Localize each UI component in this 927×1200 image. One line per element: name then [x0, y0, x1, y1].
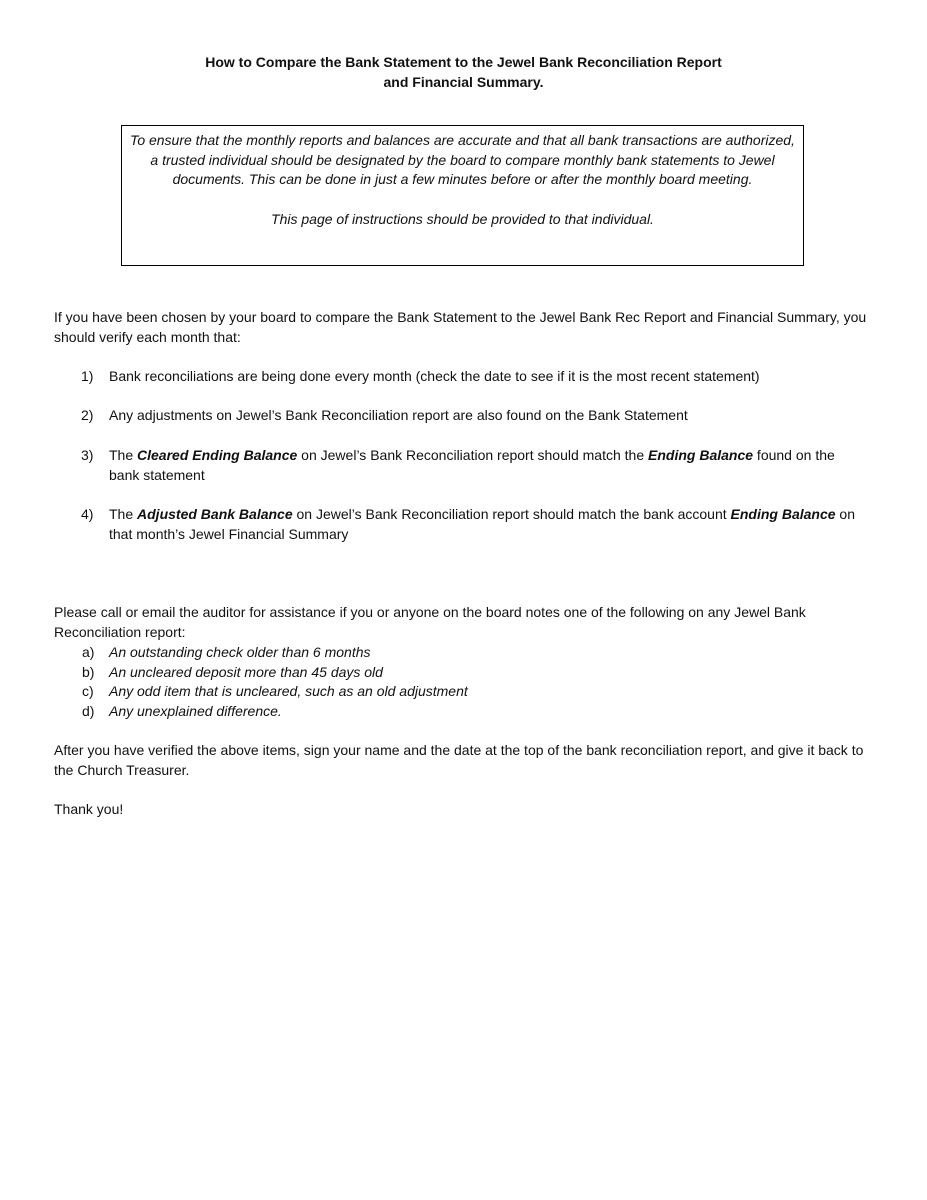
after-verify-paragraph: After you have verified the above items, sign your name and the date at the top of the bank reconciliation report, and give it back to the Church Treasurer. — [54, 742, 864, 778]
document-title-line-2: and Financial Summary. — [383, 74, 544, 90]
warning-text: Any unexplained difference. — [109, 703, 282, 720]
warning-marker: c) — [82, 683, 94, 700]
emphasized-text: Ending Balance — [730, 506, 836, 522]
notice-box — [121, 125, 804, 266]
checklist-marker: 3) — [81, 447, 94, 463]
checklist-marker: 4) — [81, 506, 94, 522]
notice-paragraph: To ensure that the monthly reports and balances are accurate and that all bank transactions are authorized, a trusted individual should be designated by the board to compare monthly bank statements to Jewel documents. This can be done in just a few minutes before or after the monthly board meeting. — [130, 132, 795, 188]
warning-marker: a) — [82, 644, 95, 660]
emphasized-text: Cleared Ending Balance — [137, 447, 298, 463]
text-run: The — [109, 506, 138, 522]
warning-text: Any odd item that is uncleared, such as an old adjustment — [109, 683, 468, 700]
text-run: on Jewel’s Bank Reconciliation report are also found on the — [212, 407, 589, 423]
emphasized-text: Bank Statement — [588, 407, 688, 423]
checklist-marker: 2) — [81, 407, 94, 423]
text-run: Any — [109, 407, 138, 423]
emphasized-text: adjustments — [137, 407, 213, 423]
text-run: on Jewel’s Bank Reconciliation report should match the — [297, 447, 649, 463]
text-run: on Jewel’s Bank Reconciliation report should match the bank account — [292, 506, 731, 522]
intro-paragraph: If you have been chosen by your board to compare the Bank Statement to the Jewel Bank Rec Report and Financial Summary, you should verify each month that: — [54, 309, 867, 345]
text-run: (check the date to see if it is the most recent statement) — [411, 368, 760, 384]
document-title-line-1: How to Compare the Bank Statement to the Jewel Bank Reconciliation Report — [205, 54, 722, 70]
text-run: The — [109, 447, 138, 463]
warning-marker: b) — [82, 663, 95, 680]
checklist-marker: 1) — [81, 368, 94, 384]
notice-instruction: This page of instructions should be provided to that individual. — [271, 210, 654, 227]
emphasized-text: Adjusted Bank Balance — [137, 506, 293, 522]
call-auditor-paragraph: Please call or email the auditor for assistance if you or anyone on the board notes one of the following on any Jewel Bank Reconciliation report: — [54, 604, 806, 640]
warning-text: An outstanding check older than 6 months — [109, 644, 371, 660]
checklist-text — [109, 406, 869, 426]
warning-text: An uncleared deposit more than 45 days old — [109, 663, 383, 680]
checklist-text — [109, 505, 869, 544]
text-run: on that month’s — [109, 506, 856, 542]
text-run: found on the bank statement — [109, 447, 835, 483]
emphasized-text: Jewel Financial Summary — [188, 525, 349, 542]
text-run: Bank reconciliations are being — [109, 368, 300, 384]
thank-you-text: Thank you! — [54, 801, 124, 817]
emphasized-text: Ending Balance — [648, 447, 754, 463]
checklist-text — [109, 446, 869, 485]
warning-marker: d) — [82, 703, 95, 720]
emphasized-text: done every month — [299, 368, 412, 384]
checklist-text — [109, 367, 869, 387]
